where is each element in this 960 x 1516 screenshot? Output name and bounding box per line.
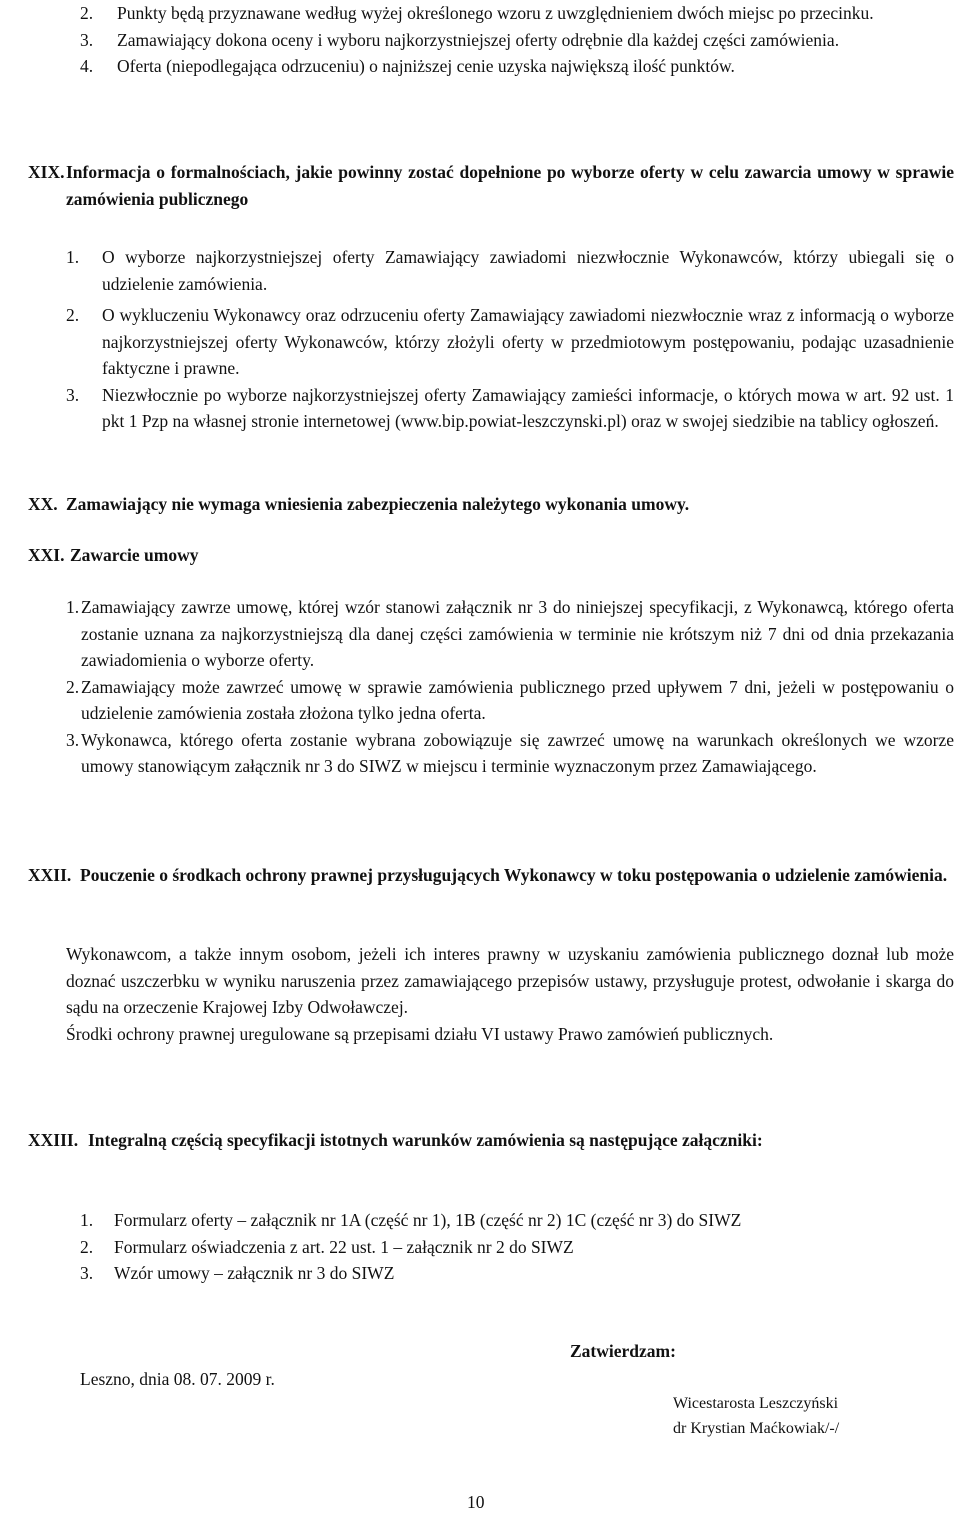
list-item xyxy=(80,53,954,80)
section-number: XXII. xyxy=(28,865,72,885)
list-item-text: Oferta (niepodlegająca odrzuceniu) o najniższej cenie uzyska największą ilość punktów. xyxy=(117,56,735,76)
list-item xyxy=(80,1234,954,1261)
list-item xyxy=(66,594,954,674)
list-item xyxy=(66,674,954,727)
list-item-text: Zamawiający dokona oceny i wyboru najkorzystniejszej oferty odrębnie dla każdej części zamówienia. xyxy=(117,29,840,50)
list-item-number: 1. xyxy=(66,597,80,617)
paragraph: Wykonawcom, a także innym osobom, jeżeli ich interes prawny w uzyskaniu zamówienia publicznego doznał lub może doznać uszczerbku w wyniku naruszenia przez zamawiającego przepisów ustawy, przysługuje protest, odwołanie i skarga do sądu na orzeczenie Krajowej Izby Odwoławczej. xyxy=(66,944,954,1017)
section-xxi-heading xyxy=(28,542,954,569)
list-item-number: 3. xyxy=(80,1263,94,1283)
list-item-number: 2. xyxy=(80,1236,94,1257)
list-item-number: 3. xyxy=(66,384,80,405)
list-item-text: Niezwłocznie po wyborze najkorzystniejszej oferty Zamawiający zamieści informacje, o których mowa w art. 92 ust. 1 pkt 1 Pzp na własnej stronie internetowej (www.bip.powiat-leszczynski.pl) oraz w swojej siedzibie na tablicy ogłoszeń. xyxy=(102,384,954,431)
list-item-text: O wyborze najkorzystniejszej oferty Zamawiający zawiadomi niezwłocznie Wykonawców, którzy ubiegali się o udzielenie zamówienia. xyxy=(102,247,954,294)
list-item-text: O wykluczeniu Wykonawcy oraz odrzuceniu oferty Zamawiający zawiadomi niezwłocznie wraz z informacją o wyborze najkorzystniejszej oferty Wykonawców, którzy złożyli oferty w przedmiotowym postępowaniu, podając uzasadnienie faktyczne i prawne. xyxy=(102,305,954,378)
list-item xyxy=(66,302,954,382)
list-item-number: 4. xyxy=(80,56,94,76)
list-item-text: Formularz oferty – załącznik nr 1A (część nr 1), 1B (część nr 2) 1C (część nr 3) do SIWZ xyxy=(114,1210,742,1230)
list-item xyxy=(66,382,954,435)
section-number: XXIII. xyxy=(28,1130,79,1150)
section-xx-heading xyxy=(28,491,954,518)
signer-title: Wicestarosta Leszczyński xyxy=(673,1395,839,1412)
list-item-text: Zamawiający zawrze umowę, której wzór stanowi załącznik nr 3 do niniejszej specyfikacji, z Wykonawcą, którego oferta zostanie uznana za najkorzystniejszą dla danej części zamówienia w terminie nie krótszym niż 7 dni od dnia przekazania zawiadomienia o wyborze oferty. xyxy=(81,597,954,670)
list-item-number: 3. xyxy=(80,29,94,50)
signer-name: dr Krystian Maćkowiak/-/ xyxy=(673,1420,840,1437)
section-title: Zamawiający nie wymaga wniesienia zabezpieczenia należytego wykonania umowy. xyxy=(66,494,690,514)
list-item-number: 3. xyxy=(66,729,80,750)
list-item-number: 1. xyxy=(80,1210,94,1230)
section-xxiii-heading xyxy=(28,1127,954,1154)
paragraph: Środki ochrony prawnej uregulowane są przepisami działu VI ustawy Prawo zamówień publicznych. xyxy=(66,1023,774,1044)
section-xxii-body xyxy=(66,941,954,1047)
page-number: 10 xyxy=(467,1492,485,1512)
section-xix-heading xyxy=(28,159,954,212)
section-title: Pouczenie o środkach ochrony prawnej przysługujących Wykonawcy w toku postępowania o udzielenie zamówienia. xyxy=(80,865,948,885)
list-item xyxy=(66,244,954,297)
list-item xyxy=(80,0,954,27)
section-title: Integralną częścią specyfikacji istotnych warunków zamówienia są następujące załączniki: xyxy=(88,1130,763,1150)
list-item-number: 2. xyxy=(66,305,80,325)
section-xix-list xyxy=(66,244,954,435)
list-item xyxy=(80,1207,954,1234)
section-number: XX. xyxy=(28,494,58,514)
section-xxiii-list xyxy=(80,1207,954,1287)
list-item-text: Punkty będą przyznawane według wyżej określonego wzoru z uwzględnieniem dwóch miejsc po przecinku. xyxy=(117,3,874,23)
section-title: Informacja o formalnościach, jakie powinny zostać dopełnione po wyborze oferty w celu zawarcia umowy w sprawie zamówienia publicznego xyxy=(66,162,954,209)
section-xxi-list xyxy=(66,594,954,780)
approval-label: Zatwierdzam: xyxy=(570,1341,676,1361)
list-item-number: 2. xyxy=(80,3,94,23)
list-item-text: Formularz oświadczenia z art. 22 ust. 1 – załącznik nr 2 do SIWZ xyxy=(114,1236,574,1257)
place-date: Leszno, dnia 08. 07. 2009 r. xyxy=(80,1369,275,1389)
section-title: Zawarcie umowy xyxy=(70,545,199,565)
list-item-number: 1. xyxy=(66,247,80,267)
list-item-text: Wykonawca, którego oferta zostanie wybrana zobowiązuje się zawrzeć umowę na warunkach określonych we wzorze umowy stanowiącym załącznik nr 3 do SIWZ w miejscu i terminie wyznaczonym przez Zamawiającego. xyxy=(81,729,954,776)
list-item-text: Zamawiający może zawrzeć umowę w sprawie zamówienia publicznego przed upływem 7 dni, jeżeli w postępowaniu o udzielenie zamówienia została złożona tylko jedna oferta. xyxy=(81,676,954,723)
list-item-text: Wzór umowy – załącznik nr 3 do SIWZ xyxy=(114,1263,395,1283)
section-number: XXI. xyxy=(28,545,65,565)
section-number: XIX. xyxy=(28,162,65,182)
list-item xyxy=(80,27,954,54)
list-item-number: 2. xyxy=(66,676,80,697)
top-list xyxy=(80,0,954,80)
list-item xyxy=(80,1260,954,1287)
list-item xyxy=(66,727,954,780)
section-xxii-heading xyxy=(28,862,954,889)
